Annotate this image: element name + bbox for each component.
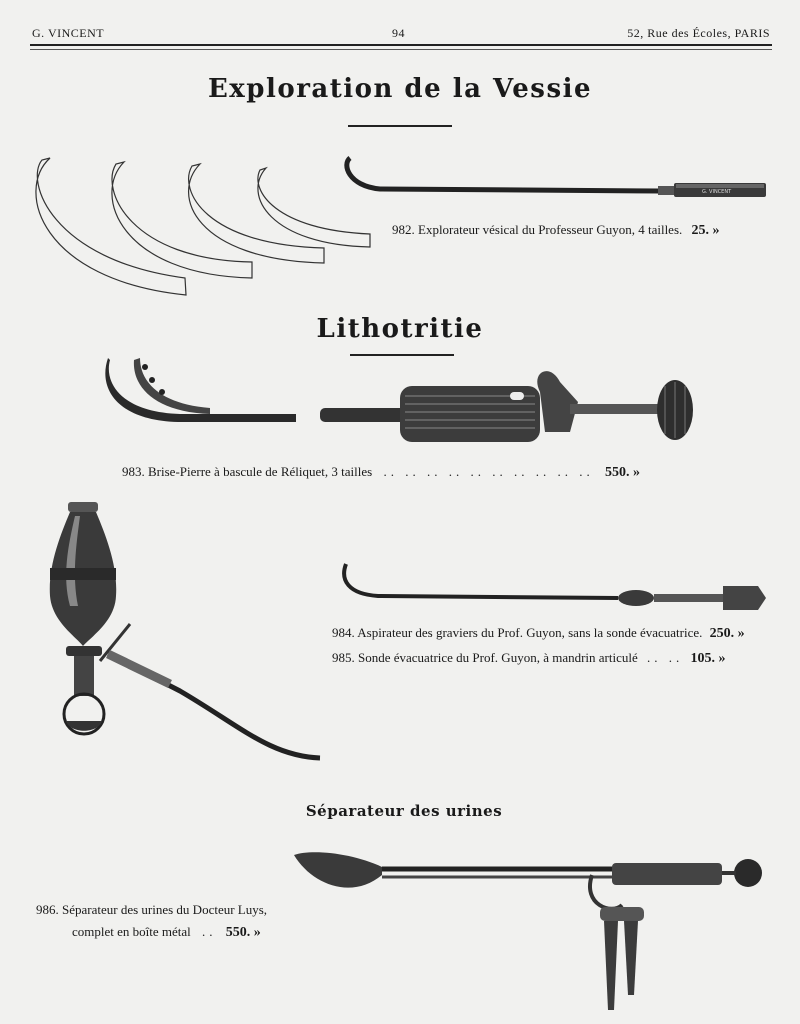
item-983-text: 983. Brise-Pierre à bascule de Réliquet, 3 tailles bbox=[122, 464, 373, 479]
aspirator-illustration bbox=[40, 496, 330, 776]
page-number: 94 bbox=[392, 26, 405, 40]
item-986-text: complet en boîte métal bbox=[72, 924, 191, 939]
item-982-text: 982. Explorateur vésical du Professeur Guyon, 4 tailles. bbox=[392, 222, 683, 237]
header-rule bbox=[30, 44, 772, 50]
section-title-exploration: Exploration de la Vessie bbox=[207, 74, 593, 104]
item-985-text: 985. Sonde évacuatrice du Prof. Guyon, à mandrin articulé bbox=[332, 650, 638, 665]
section-title-lithotritie: Lithotritie bbox=[316, 314, 484, 344]
header-address: 52, Rue des Écoles, PARIS bbox=[627, 26, 770, 40]
explorer-rod-illustration bbox=[340, 152, 772, 204]
item-986-dots: .. bbox=[202, 924, 217, 939]
section-underline bbox=[348, 125, 452, 127]
item-982-price: 25. » bbox=[691, 223, 720, 238]
item-986-price: 550. » bbox=[225, 925, 261, 940]
item-983 bbox=[122, 464, 640, 481]
item-985-dots: .. .. bbox=[647, 650, 684, 665]
item-986-line1: 986. Séparateur des urines du Docteur Luys, bbox=[36, 902, 268, 917]
item-986-line2 bbox=[72, 924, 261, 941]
section-title-separateur: Séparateur des urines bbox=[305, 802, 503, 820]
item-983-price: 550. » bbox=[604, 465, 640, 480]
header-company: G. VINCENT bbox=[32, 26, 105, 40]
item-984 bbox=[332, 625, 745, 642]
lithotrite-illustration bbox=[100, 352, 700, 452]
evacuation-probe-illustration bbox=[338, 560, 770, 610]
item-983-dots: .. .. .. .. .. .. .. .. .. .. bbox=[383, 464, 594, 479]
item-985-price: 105. » bbox=[690, 651, 726, 666]
svg-text:G. VINCENT: G. VINCENT bbox=[702, 189, 732, 195]
item-984-text: 984. Aspirateur des graviers du Prof. Guyon, sans la sonde évacuatrice. bbox=[332, 625, 703, 640]
item-982 bbox=[392, 222, 720, 239]
item-985 bbox=[332, 650, 726, 667]
item-984-price: 250. » bbox=[709, 626, 745, 641]
urine-separator-illustration bbox=[292, 845, 768, 1017]
curved-sounds-illustration bbox=[30, 150, 380, 305]
